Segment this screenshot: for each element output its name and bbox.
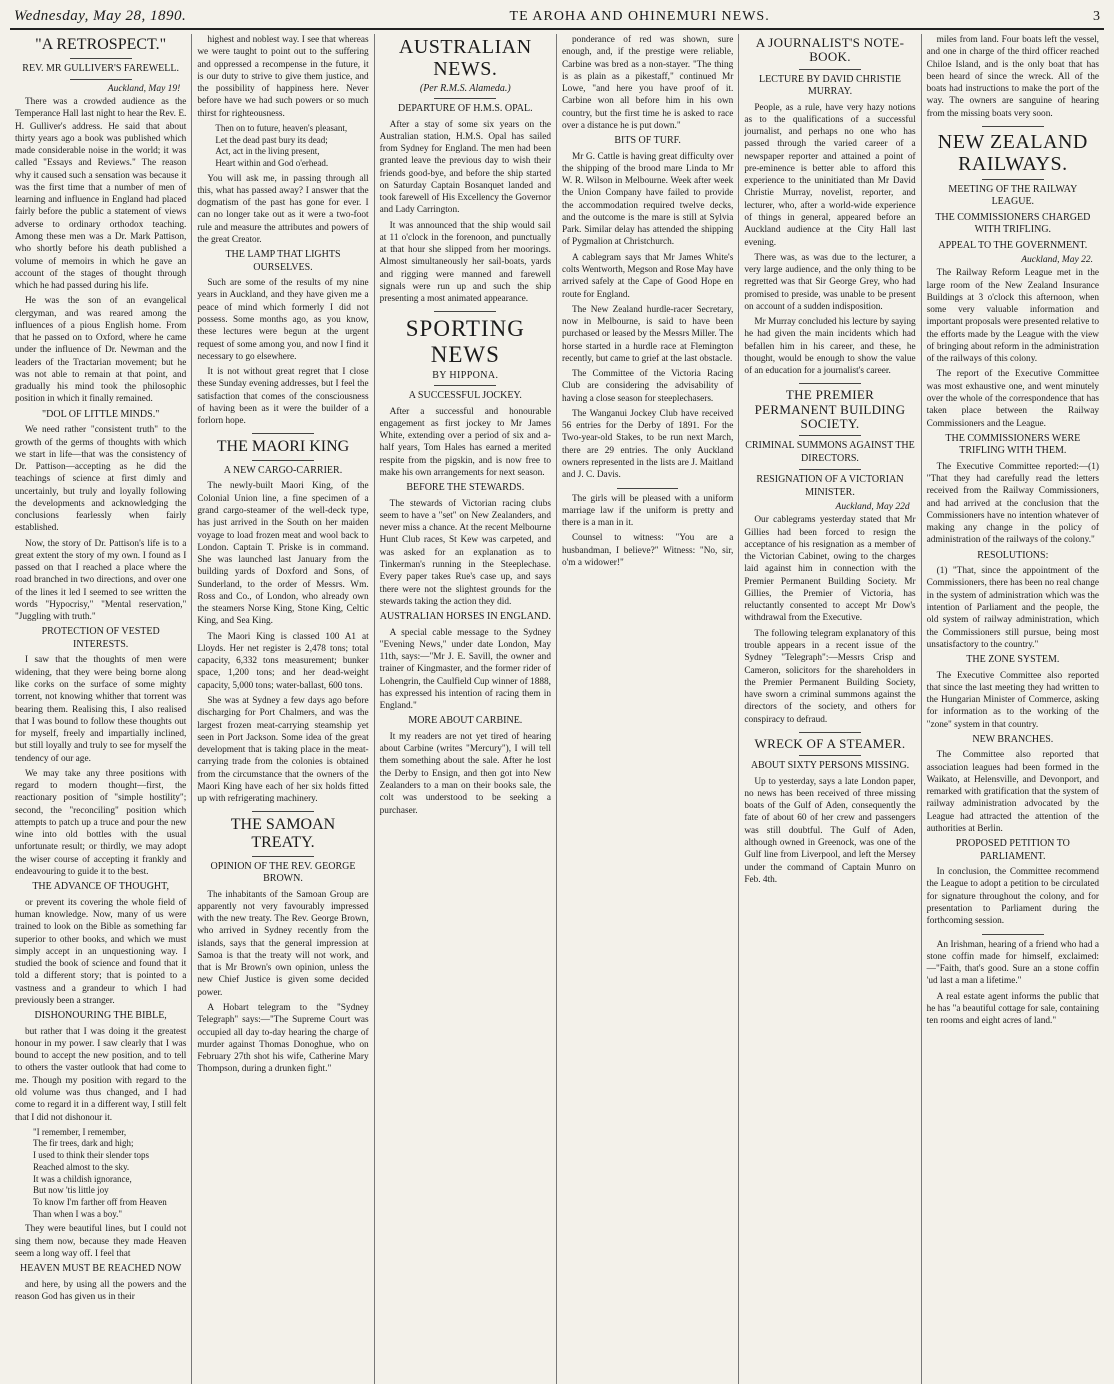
paragraph: A cablegram says that Mr James White's colts Wentworth, Megson and Rose May have arrived safely at the Cape of Good Hope en route for England.	[561, 252, 734, 300]
headline: THE SAMOAN TREATY.	[230, 816, 336, 851]
paragraph: The report of the Executive Committee was most exhaustive one, and went minutely over the whole of the correspondence that has taken place between the Railway Commissioners and the League.	[926, 369, 1099, 429]
article-sporting-continued	[562, 34, 733, 482]
column-2	[192, 34, 374, 1384]
article-samoan-treaty	[197, 816, 368, 1075]
divider	[70, 79, 132, 80]
section-head: PROTECTION OF VESTED INTERESTS.	[41, 626, 160, 650]
paragraph: Up to yesterday, says a late London paper, no news has been received of three missing boats of the Gulf of Aden, consequently the fate of about 60 of her crew and passengers was still doubtful. The Gulf of Aden, although owned in Greenock, was one of the Gulf line from Liverpool, and left the Mersey under the command of Captain Munro on Feb. 4th.	[744, 776, 916, 885]
paragraph: There was a crowded audience as the Temperance Hall last night to hear the Rev. E. H. Gulliver's address. He said that about thirty years ago a book was published which made considerable noise in the world; it was called "Essays and Reviews." The reason why it caused such a sensation was because it was the first time that a number of men of learning and influence in England had placed fairly before the public a statement of views adverse to ordinary orthodox teaching. Among these men was a Dr. Mark Pattison, who shortly before his death published a volume of memoirs in which he gave an account of the stages of thought through which he had passed during his life.	[15, 97, 187, 292]
byline: (Per R.M.S. Alameda.)	[419, 83, 511, 94]
section-head: THE LAMP THAT LIGHTS OURSELVES.	[225, 249, 341, 273]
paragraph: A real estate agent informs the public that he has "a beautiful cottage for sale, containing ten rooms and eight acres of land."	[926, 991, 1099, 1027]
article-sporting-news	[380, 316, 551, 816]
article-wreck-continued	[927, 34, 1099, 120]
paragraph: The Wanganui Jockey Club have received 56 entries for the Derby of 1891. For the Two-year-old Stakes, to be run next March, there are 29 entries. The only Auckland owners represented in the lists are J. Maitland and J. C. Davis.	[561, 408, 734, 481]
subheadline: REV. MR GULLIVER'S FAREWELL.	[22, 62, 180, 74]
poem	[215, 123, 368, 170]
dateline: Auckland, May 22.	[1021, 255, 1093, 266]
masthead	[10, 6, 1104, 30]
headline: THE MAORI KING	[216, 438, 350, 456]
article-retrospect-continued	[197, 34, 368, 427]
column-6	[922, 34, 1104, 1384]
section-head: HEAVEN MUST BE REACHED NOW	[20, 1263, 182, 1275]
section-head: A SUCCESSFUL JOCKEY.	[408, 390, 522, 402]
paragraph: A special cable message to the Sydney "Evening News," under date London, May 11th, says:—"Mr J. E. Savill, the owner and trainer of Kingmaster, and the former rider of Lohengrin, the Caulfield Cup winner of 1888, has expressed his intention of racing them in England."	[379, 627, 551, 712]
paragraph: The following telegram explanatory of this trouble appears in a recent issue of the Sydney "Telegraph":—Messrs Crisp and Cameron, solicitors for the shareholders in the Premier Permanent Building Society, have sworn a criminal summons against the directors of the society, and others for conspiracy to defraud.	[744, 628, 916, 725]
paragraph: We need rather "consistent truth" to the growth of the germs of thoughts with which we start in life—that was the consistency of Dr. Pattison—accepting as he did the teachings of science at first dimly and uncertainly, but truly and loyally following the developments and acknowledging the conclusions fearlessly when fairly established.	[15, 425, 187, 534]
divider	[799, 469, 861, 470]
paragraph: I saw that the thoughts of men were widening, that they were being borne along like corks on the surface of some mighty torrent, not knowing whither that torrent was bearing them. Realising this, I also realised that I was bound to follow these thoughts out for myself, freely and impartially inclined, but still loyally and truly to see for myself the tendency of our age.	[15, 655, 187, 764]
divider	[252, 433, 314, 434]
section-head: DEPARTURE OF H.M.S. OPAL.	[398, 103, 533, 114]
headline: A JOURNALIST'S NOTE-BOOK.	[755, 35, 905, 65]
divider	[799, 755, 861, 756]
paragraph: Our cablegrams yesterday stated that Mr Gillies had been forced to resign the acceptance of his resignation as a member of the Victorian Cabinet, owing to the charges laid against him in connection with the Premier Permanent Building Society. Mr Gillies, the Premier of Victoria, has reluctantly consented to accept Mr Dow's withdrawal from the Executive.	[744, 515, 916, 624]
poem-line: "I remember, I remember,	[33, 1126, 127, 1137]
paragraph: The girls will be pleased with a uniform marriage law if the uniform is pretty and there is a man in it.	[561, 493, 734, 529]
article-fillers	[562, 493, 733, 570]
headline: WRECK OF A STEAMER.	[754, 735, 906, 751]
paragraph: People, as a rule, have very hazy notions as to the qualifications of a successful journalist, and perhaps no one who has passed through the varied career of a newspaper reporter and attained a point of pre-eminence is better able to afford this experience to the uninitiated than Mr David Christie Murray, novelist, reporter, and lecturer, who, after a world-wide experience of things in general, appeared before an Auckland audience at the City Hall last evening.	[744, 102, 916, 248]
section-head: NEW BRANCHES.	[972, 733, 1054, 745]
article-nz-railways	[927, 131, 1099, 928]
paragraph: The stewards of Victorian racing clubs seem to have a "set" on New Zealanders, and never miss a chance. At the recent Melbourne Hunt Club races, St Kew was carpeted, and was asked for an explanation as to Tinkerman's running in the Steeplechase. Every paper takes Rue's case up, and says there were not the slightest grounds for the stewards taking the action they did.	[379, 498, 551, 607]
paragraph: You will ask me, in passing through all this, what has passed away? I answer that the dogmatism of the past has gone for ever. I can no longer take out as it were a two-foot rule and measure the attributes and powers of the great Creator.	[197, 173, 369, 245]
divider	[70, 58, 132, 59]
poem-line: Heart within and God o'erhead.	[215, 157, 329, 168]
paragraph: Such are some of the results of my nine years in Auckland, and they have given me a peace of mind which formerly I did not possess. Some months ago, as you know, these lectures were begun at the urgent request of some among you, and now I find it necessary to go elsewhere.	[197, 278, 369, 362]
paragraph: It my readers are not yet tired of hearing about Carbine (writes "Mercury"), I will tell them something about the sale. After he lost the Derby to Ensign, and then got into New Zealanders to a man on their books sale, the colt was understood to be seeking a purchaser.	[379, 731, 551, 816]
divider	[434, 385, 496, 386]
article-steamer-wreck	[744, 737, 915, 886]
paragraph: After a stay of some six years on the Australian station, H.M.S. Opal has sailed from Sydney for England. The men had been granted leave the previous day to wish their friends good-bye, and before the ship started on Saturday Captain Bosanquet landed and took farewell of His Excellency the Governor and Lady Carrington.	[379, 119, 551, 216]
paragraph: Mr Murray concluded his lecture by saying he had given the main incidents which had befallen him in his career, and these, he thought, would be enough to show the value of an education for a journalist's career.	[744, 317, 916, 377]
paragraph: The Committee of the Victoria Racing Club are considering the advisability of having a close season for steeplechasers.	[561, 369, 734, 404]
divider	[617, 488, 679, 489]
poem	[33, 1127, 186, 1221]
section-head: DISHONOURING THE BIBLE,	[34, 1010, 167, 1022]
article-maori-king	[197, 438, 368, 805]
paragraph: She was at Sydney a few days ago before discharging for Port Chalmers, and was the largest frozen meat-carrying steamship yet seen in Port Jackson. Some idea of the great development that is taking place in the meat-carrying trade from the colonies is obtained from the circumstance that the owners of the Maori King have each of her six holds fitted up with refrigerating machinery.	[197, 696, 369, 805]
section-head: "DOL OF LITTLE MINDS."	[42, 408, 160, 420]
paragraph: or prevent its covering the whole field of human knowledge. Now, many of us were trained to look on the Bible as something far superior to other books, and which we must simply accept in an unquestioning way. I studied the book of science and found that it told a different story; that is pointed to a vastness and a grandeur to which I had previously been a stranger.	[15, 897, 187, 1006]
section-head: THE COMMISSIONERS WERE TRIFLING WITH THEM.	[945, 432, 1081, 457]
paragraph: and here, by using all the powers and the reason God has given us in their	[15, 1279, 187, 1302]
column-3	[375, 34, 557, 1384]
paragraph: The Executive Committee reported:—(1) "That they had carefully read the letters received from the Railway Commissioners, and had arrived at the conclusion that the Commissioners have no intention whatever of making any change in the policy of administration of the railways of the colony."	[926, 461, 1099, 546]
paragraph: Mr G. Cattle is having great difficulty over the shipping of the brood mare Linda to Mr W. R. Wilson in Melbourne. Week after week the Union Company have failed to provide the accommodation required twelve decks, and the outcome is the mare is still at Sylvia Park. Similar delay has attended the shipping of Pygmalion at Christchurch.	[561, 151, 734, 248]
page-number: 3	[1093, 9, 1100, 24]
subheadline: THE COMMISSIONERS CHARGED WITH TRIFLING.	[935, 211, 1091, 236]
subheadline: RESIGNATION OF A VICTORIAN MINISTER.	[756, 474, 904, 498]
divider	[252, 856, 314, 857]
paragraph: (1) "That, since the appointment of the Commissioners, there has been no real change in the system of administration which was the intention of Parliament and the people, the old system of railway administration, which the Commissioners still pursue, being most unsatisfactory to the country."	[926, 566, 1099, 650]
headline: AUSTRALIAN NEWS.	[398, 36, 532, 80]
paragraph: A Hobart telegram to the "Sydney Telegraph" says:—"The Supreme Court was occupied all day to-day hearing the charge of murder against Thomas Donoghue, who on February 27th shot his wife, Catherine Mary Thompson, during a drunken fight."	[197, 1002, 369, 1075]
poem-line: I used to think their slender tops	[33, 1150, 149, 1161]
section-head: THE ZONE SYSTEM.	[966, 654, 1060, 666]
columns	[10, 30, 1104, 1384]
paragraph: Counsel to witness: "You are a husbandman, I believe?" Witness: "No, sir, o'm a widower!"	[561, 533, 734, 568]
paragraph: An Irishman, hearing of a friend who had a stone coffin made for himself, exclaimed:—"Faith, that's good. Sure an a stone coffin 'ud last a man a lifetime."	[926, 939, 1099, 987]
subheadline: MEETING OF THE RAILWAY LEAGUE.	[948, 183, 1078, 208]
paragraph: In conclusion, the Committee recommend the League to adopt a petition to be circulated for signature throughout the colony, and for presentation to Parliament during the forthcoming session.	[926, 867, 1099, 927]
section-head: BEFORE THE STEWARDS.	[406, 482, 525, 494]
byline: BY HIPPONA.	[432, 370, 499, 382]
paragraph: The newly-built Maori King, of the Colonial Union line, a fine specimen of a grand cargo-steamer of the well-deck type, has just arrived in the South on her maiden voyage to load frozen meat and wool back to London. Captain T. Priske is in command. She was launched last January from the building yards of Doxford and Sons, of Sunderland, to the order of Messrs. Wm. Ross and Co., of London, who already own the steamers Norse King, Stone King, Celtic King, and Sea King.	[197, 481, 369, 627]
paper-title: TE AROHA AND OHINEMURI NEWS.	[509, 9, 770, 24]
divider	[434, 311, 496, 312]
divider	[799, 383, 861, 384]
divider	[982, 179, 1044, 180]
paragraph: but rather that I was doing it the greatest honour in my power. I saw clearly that I was bound to accept the new position, and to tell to others the vaster outlook that had come to me. Though my position with regard to the old volume was thus changed, and I had come to regard it in a different way, I still felt that I did not dishonour it.	[15, 1026, 187, 1123]
article-journalist-notebook	[744, 36, 915, 377]
article-building-society	[744, 388, 915, 725]
divider	[799, 435, 861, 436]
subheadline: A NEW CARGO-CARRIER.	[223, 464, 343, 476]
section-head: THE ADVANCE OF THOUGHT,	[32, 881, 169, 893]
paragraph: They were beautiful lines, but I could not sing them now, because they made Heaven seem a long way off. I feel that	[15, 1224, 187, 1259]
article-australian-news	[380, 36, 551, 305]
column-1	[10, 34, 192, 1384]
subheadline: CRIMINAL SUMMONS AGAINST THE DIRECTORS.	[745, 440, 915, 464]
section-head: RESOLUTIONS:	[977, 549, 1049, 561]
dateline: Auckland, May 19!	[107, 84, 181, 95]
paragraph: The New Zealand hurdle-racer Secretary, now in Melbourne, is said to have been purchased or leased by the Messrs Miller. The horse started in a hurdle race at Flemington recently, but came to grief at the last obstacle.	[561, 304, 734, 364]
section-head: AUSTRALIAN HORSES IN ENGLAND.	[379, 611, 551, 623]
paragraph: We may take any three positions with regard to modern thought—first, the reactionary position of "simple hostility"; second, the "reconciling" position which attempts to patch up a truce and pour the new wine into old bottles with the usual unfortunate result; or thirdly, we may adopt the wiser course of accepting it frankly and endeavouring to guide it to the best.	[15, 768, 187, 877]
issue-date: Wednesday, May 28, 1890.	[14, 8, 187, 24]
poem-line: To know I'm farther off from Heaven	[33, 1196, 167, 1207]
poem-line: Than when I was a boy."	[33, 1208, 123, 1219]
column-5	[739, 34, 921, 1384]
poem-line: Act, act in the living present,	[215, 146, 320, 157]
article-fillers	[927, 939, 1099, 1028]
paragraph: It was announced that the ship would sail at 11 o'clock in the forenoon, and punctually at that hour she slipped from her moorings. Almost simultaneously her sail-boats, yards and rigging were manned and farewell signals were run up and such the ship presenting a most animated appearance.	[379, 220, 551, 305]
subheadline: ABOUT SIXTY PERSONS MISSING.	[750, 760, 910, 772]
paragraph: miles from land. Four boats left the vessel, and one in charge of the third officer reached Chiloe Island, and is the only boat that has been heard of since the wreck. All of the boats had instructions to make the port of the way. The owners are sanguine of hearing from the missing boats very soon.	[926, 35, 1099, 119]
divider	[434, 98, 496, 99]
paragraph: The Committee also reported that association leagues had been formed in the Waikato, at Helensville, and Devonport, and remarked with gratification that the system of railway administration advocated by the League had attracted the attention of the authorities at Berlin.	[926, 750, 1099, 834]
paragraph: Now, the story of Dr. Pattison's life is to a great extent the story of my own. I found as I passed on that I reached a place where the road branched in two directions, and over one of the lines it led I seemed to see written the words "Hypocrisy," "Mental reservation," "Juggling with truth."	[15, 538, 187, 623]
poem-line: Reached almost to the sky.	[33, 1161, 130, 1172]
paragraph: There was, as was due to the lecturer, a very large audience, and the only thing to be regretted was that Sir George Grey, who had promised to preside, was unable to be present on account of a sudden indisposition.	[744, 252, 916, 312]
paragraph: The Maori King is classed 100 A1 at Lloyds. Her net register is 2,478 tons; total capacity, 6,332 tons measurement; bunker space, 1,200 tons; and her dead-weight capacity, 5,000 tons; water-ballast, 600 tons.	[197, 631, 369, 691]
divider	[252, 811, 314, 812]
column-4	[557, 34, 739, 1384]
poem-line: It was a childish ignorance,	[33, 1173, 132, 1184]
poem-line: But now 'tis little joy	[33, 1185, 109, 1196]
headline: NEW ZEALAND RAILWAYS.	[937, 130, 1088, 175]
section-head: MORE ABOUT CARBINE.	[408, 715, 523, 727]
paragraph: The Executive Committee also reported that since the last meeting they had written to the Hungarian Minister of Commerce, asking for information as to the working of the "zone" system in that country.	[926, 670, 1099, 730]
subheadline: LECTURE BY DAVID CHRISTIE MURRAY.	[759, 73, 901, 98]
poem-line: Then on to future, heaven's pleasant,	[215, 122, 348, 133]
subheadline: OPINION OF THE REV. GEORGE BROWN.	[210, 860, 356, 885]
paragraph: He was the son of an evangelical clergyman, and was reared among the influences of a pious English home. From that he passed on to Oxford, where he came under the influence of Dr. Newman and the leaders of the Tractarian movement; but he was not able to remain at that point, and gradually his mind took the philosophic position in which it finally remained.	[15, 296, 187, 405]
paragraph: The inhabitants of the Samoan Group are apparently not very favourably impressed with the new treaty. The Rev. George Brown, who arrived in Sydney recently from the islands, says that the general impression at Samoa is that the treaty will not work, and that is Mr Brown's own opinion, unless the new Chief Justice is given some decided power.	[197, 889, 369, 998]
paragraph: The Railway Reform League met in the large room of the New Zealand Insurance Buildings at 3 o'clock this afternoon, when some very valuable information and important proposals were presented relative to the efforts made by the League with the view of bringing about reform in the administration of the railways of this colony.	[926, 268, 1099, 365]
poem-line: The fir trees, dark and high;	[33, 1138, 134, 1149]
article-retrospect	[15, 36, 186, 1303]
divider	[252, 460, 314, 461]
divider	[982, 934, 1044, 935]
section-head: BITS OF TURF.	[614, 135, 681, 147]
paragraph: ponderance of red was shown, sure enough, and, if the prestige were reliable, Carbine was bred as a non-stayer. "The thing is as plain as a pikestaff," continued Mr Lowe, "and here you have proof of it. Carbine won all before him in his own country, but the first time he is asked to race over a distance he is put down."	[561, 35, 734, 131]
paragraph: After a successful and honourable engagement as first jockey to Mr James White, extending over a period of six and a-half years, Tom Hales has earned a merited respite from the pigskin, and is now free to make his own arrangements for next season.	[379, 406, 551, 478]
subheadline: APPEAL TO THE GOVERNMENT.	[938, 239, 1088, 251]
divider	[799, 732, 861, 733]
headline: "A RETROSPECT."	[35, 36, 167, 53]
poem-line: Let the dead past bury its dead;	[215, 134, 328, 145]
section-head: PROPOSED PETITION TO PARLIAMENT.	[955, 838, 1070, 862]
divider	[982, 126, 1044, 127]
paragraph: It is not without great regret that I close these Sunday evening addresses, but I feel the satisfaction that comes of the consciousness of having been as it were the builder of a forlorn hope.	[197, 367, 369, 427]
dateline: Auckland, May 22d	[835, 502, 910, 513]
headline: THE PREMIER PERMANENT BUILDING SOCIETY.	[754, 387, 906, 432]
headline: SPORTING NEWS	[405, 316, 525, 367]
paragraph: highest and noblest way. I see that whereas we were taught to point out to the suffering and oppressed a recompense in the future, it is our duty to strive to give them justice, and the possibility of happiness here. Never before have we had such powers or so much thirst for righteousness.	[197, 35, 369, 119]
divider	[799, 69, 861, 70]
